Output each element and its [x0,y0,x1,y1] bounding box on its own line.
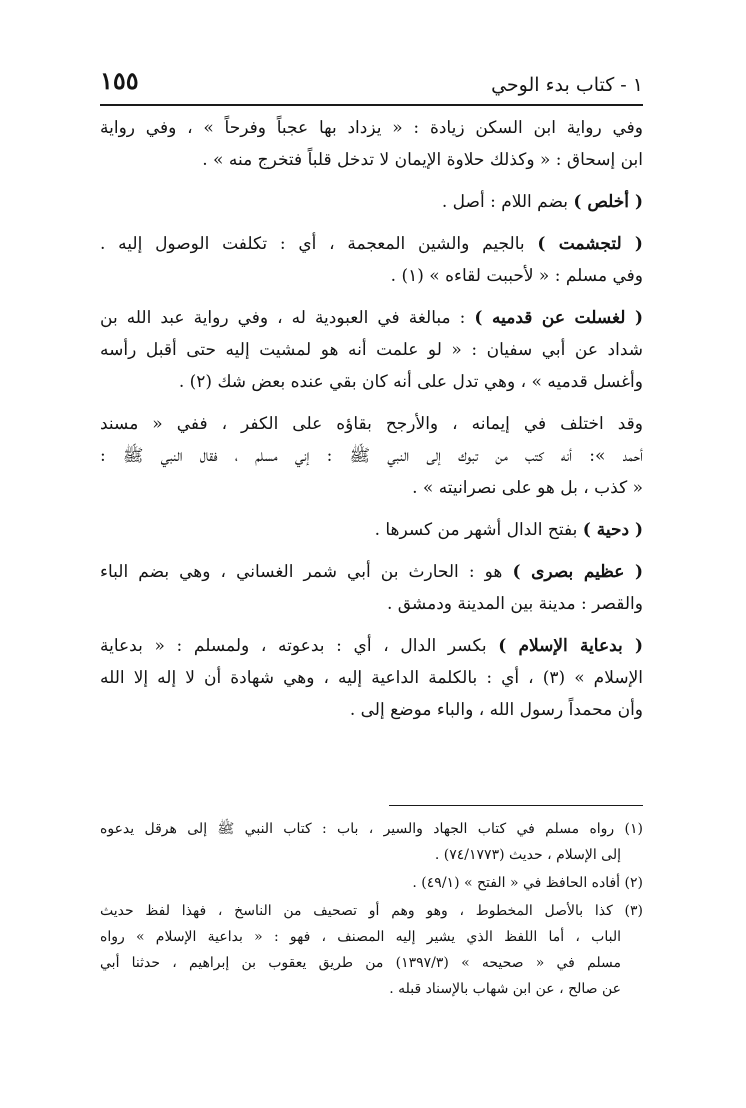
keyword-term: ( لتجشمت ) [537,234,643,254]
paragraph [100,630,643,726]
keyword-term: ( بدعاية الإسلام ) [498,636,643,656]
text-line [100,440,643,472]
footnote [100,816,643,868]
footnotes [100,816,643,1004]
line-text: وقد اختلف في إيمانه ، والأرجح بقاؤه على الكفر ، ففي « مسند [100,414,643,434]
keyword-term: ( لغسلت عن قدميه ) [474,308,643,328]
keyword-term: ( أخلص ) [573,192,643,212]
text-line [100,112,643,144]
line-text: « كذب ، بل هو على نصرانيته » . [412,478,643,498]
line-text: والقصر : مدينة بين المدينة ودمشق . [386,594,643,614]
chapter-title: ١ - كتاب بدء الوحي [491,74,643,96]
page-number: ١٥٥ [100,66,139,95]
footnote-line: الباب ، أما اللفظ الذي يشير إليه المصنف ، فهو : « بداعية الإسلام » رواه [100,929,621,945]
line-text: الإسلام » (٣) ، أي : بالكلمة الداعية إليه ، وهي شهادة أن لا إله إلا الله [100,668,643,688]
paragraph [100,514,643,546]
text-line [100,630,643,662]
line-text: ابن إسحاق : « وكذلك حلاوة الإيمان لا تدخل قلباً فتخرج منه » . [202,150,643,170]
footnote-line: إلى الإسلام ، حديث (٧٤/١٧٧٣) . [434,847,621,863]
text-line [100,260,643,292]
line-text: وفي مسلم : « لأحببت لقاءه » (١) . [390,266,643,286]
paragraph [100,302,643,398]
line-text: وأغسل قدميه » ، وهي تدل على أنه كان بقي عنده بعض شك (٢) . [178,372,643,392]
footnote-separator [389,805,643,806]
text-line [100,662,643,694]
paragraph [100,112,643,176]
text-line [100,334,643,366]
line-text: شداد عن أبي سفيان : « لو علمت أنه هو لمشيت إليه حتى أقبل رأسه [100,340,643,360]
line-text: بكسر الدال ، أي : بدعوته ، ولمسلم : « بدعاية [100,636,499,656]
paragraph [100,408,643,504]
text-line [100,588,643,620]
line-text: وفي رواية ابن السكن زيادة : « يزداد بها عجباً وفرحاً » ، وفي رواية [100,118,643,138]
paragraph [100,186,643,218]
line-text: بفتح الدال أشهر من كسرها . [374,520,583,540]
text-line [100,408,643,440]
page-header [100,62,643,102]
header-rule [100,104,643,106]
keyword-term: ( عظيم بصرى ) [512,562,643,582]
main-text [100,112,643,736]
line-text: بالجيم والشين المعجمة ، أي : تكلفت الوصول إليه . [100,234,538,254]
text-line [100,302,643,334]
text-line [100,366,643,398]
text-line [100,694,643,726]
paragraph [100,228,643,292]
text-line [100,556,643,588]
footnote-line: (١) رواه مسلم في كتاب الجهاد والسير ، باب : كتاب النبي ﷺ إلى هرقل يدعوه [100,821,643,837]
footnote [100,870,643,896]
line-text: هو : الحارث بن أبي شمر الغساني ، وهي بضم الباء [100,562,513,582]
line-text: : مبالغة في العبودية له ، وفي رواية عبد الله بن [100,308,475,328]
text-line [100,514,643,546]
line-text: وأن محمداً رسول الله ، والباء موضع إلى . [349,700,643,720]
line-text: أحمد »: أنه كتب من تبوك إلى النبي ﷺ : إني مسلم ، فقال النبي ﷺ : [100,446,643,466]
footnote [100,898,643,1002]
text-line [100,144,643,176]
paragraph [100,556,643,620]
footnote-line: مسلم في « صحيحه » (١٣٩٧/٣) من طريق يعقوب بن إبراهيم ، حدثنا أبي [100,955,622,971]
text-line [100,472,643,504]
footnote-line: (٢) أفاده الحافظ في « الفتح » (٤٩/١) . [412,875,643,891]
footnote-line: عن صالح ، عن ابن شهاب بالإسناد قبله . [389,981,621,997]
footnote-line: (٣) كذا بالأصل المخطوط ، وهو وهم أو تصحيف من الناسخ ، فهذا لفظ حديث [100,903,643,919]
text-line [100,228,643,260]
line-text: بضم اللام : أصل . [441,192,574,212]
text-line [100,186,643,218]
keyword-term: ( دحية ) [582,520,643,540]
